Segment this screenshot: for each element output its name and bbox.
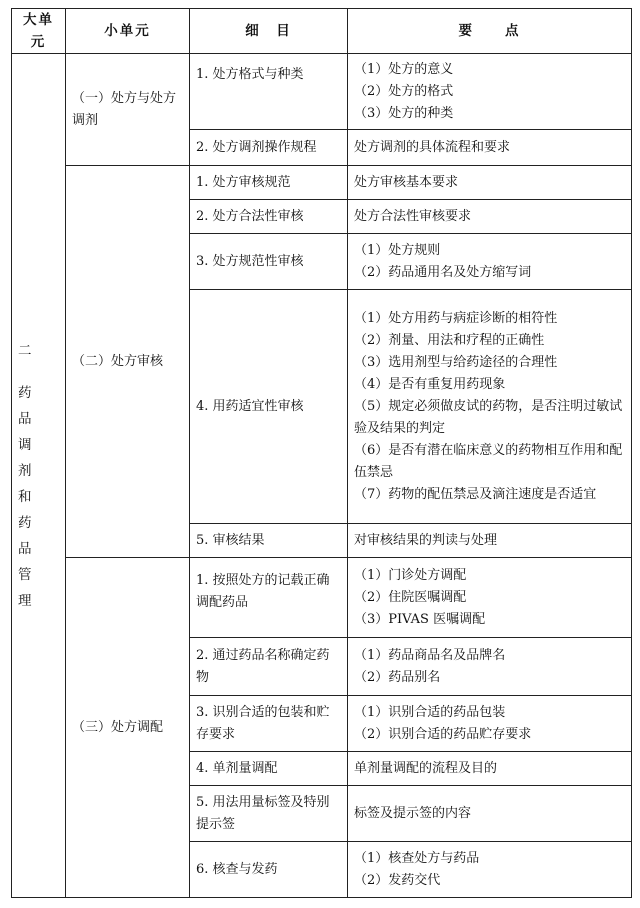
item-cell: 5. 用法用量标签及特别提示签: [190, 786, 348, 842]
item-cell: 2. 通过药品名称确定药物: [190, 638, 348, 696]
points-cell: （1）识别合适的药品包装 （2）识别合适的药品贮存要求: [348, 696, 632, 752]
points-cell: （1）核查处方与药品 （2）发药交代: [348, 842, 632, 898]
header-points: 要 点: [348, 9, 632, 54]
points-cell: （1）药品商品名及品牌名 （2）药品别名: [348, 638, 632, 696]
points-cell: （1）处方规则 （2）药品通用名及处方缩写词: [348, 234, 632, 290]
item-cell: 1. 处方格式与种类: [190, 54, 348, 130]
points-cell: 处方调剂的具体流程和要求: [348, 130, 632, 166]
item-cell: 1. 按照处方的记载正确调配药品: [190, 558, 348, 638]
points-cell: 对审核结果的判读与处理: [348, 524, 632, 558]
points-cell: 标签及提示签的内容: [348, 786, 632, 842]
table-row: [12, 54, 632, 130]
subunit-cell: （一）处方与处方调剂: [66, 54, 190, 166]
item-cell: 3. 识别合适的包装和贮存要求: [190, 696, 348, 752]
item-cell: 5. 审核结果: [190, 524, 348, 558]
table-row: [12, 558, 632, 638]
item-cell: 4. 单剂量调配: [190, 752, 348, 786]
header-subunit: 小单元: [66, 9, 190, 54]
header-item: 细 目: [190, 9, 348, 54]
header-row: [12, 9, 632, 54]
subunit-cell: （二）处方审核: [66, 166, 190, 558]
item-cell: 3. 处方规范性审核: [190, 234, 348, 290]
table-row: [12, 166, 632, 200]
item-cell: 1. 处方审核规范: [190, 166, 348, 200]
points-cell: （1）门诊处方调配 （2）住院医嘱调配 （3）PIVAS 医嘱调配: [348, 558, 632, 638]
unit-number: 二: [18, 342, 32, 359]
points-cell: （1）处方用药与病症诊断的相符性 （2）剂量、用法和疗程的正确性 （3）选用剂型与给药途径的合理性 （4）是否有重复用药现象 （5）规定必须做皮试的药物，是否注明过敏试验及结果的判定 （6）是否有潜在临床意义的药物相互作用和配伍禁忌 （7）药物的配伍禁忌及滴注速度是否适宜: [348, 290, 632, 524]
points-cell: 处方审核基本要求: [348, 166, 632, 200]
header-unit: 大单元: [12, 9, 66, 54]
item-cell: 2. 处方调剂操作规程: [190, 130, 348, 166]
item-cell: 4. 用药适宜性审核: [190, 290, 348, 524]
syllabus-table: [11, 8, 632, 898]
item-cell: 6. 核查与发药: [190, 842, 348, 898]
points-cell: 处方合法性审核要求: [348, 200, 632, 234]
unit-cell: [12, 54, 66, 898]
unit-title: 二 药 品 调 剂 和 药 品 管 理: [18, 338, 32, 614]
subunit-cell: （三）处方调配: [66, 558, 190, 898]
points-cell: 单剂量调配的流程及目的: [348, 752, 632, 786]
item-cell: 2. 处方合法性审核: [190, 200, 348, 234]
points-cell: （1）处方的意义 （2）处方的格式 （3）处方的种类: [348, 54, 632, 130]
